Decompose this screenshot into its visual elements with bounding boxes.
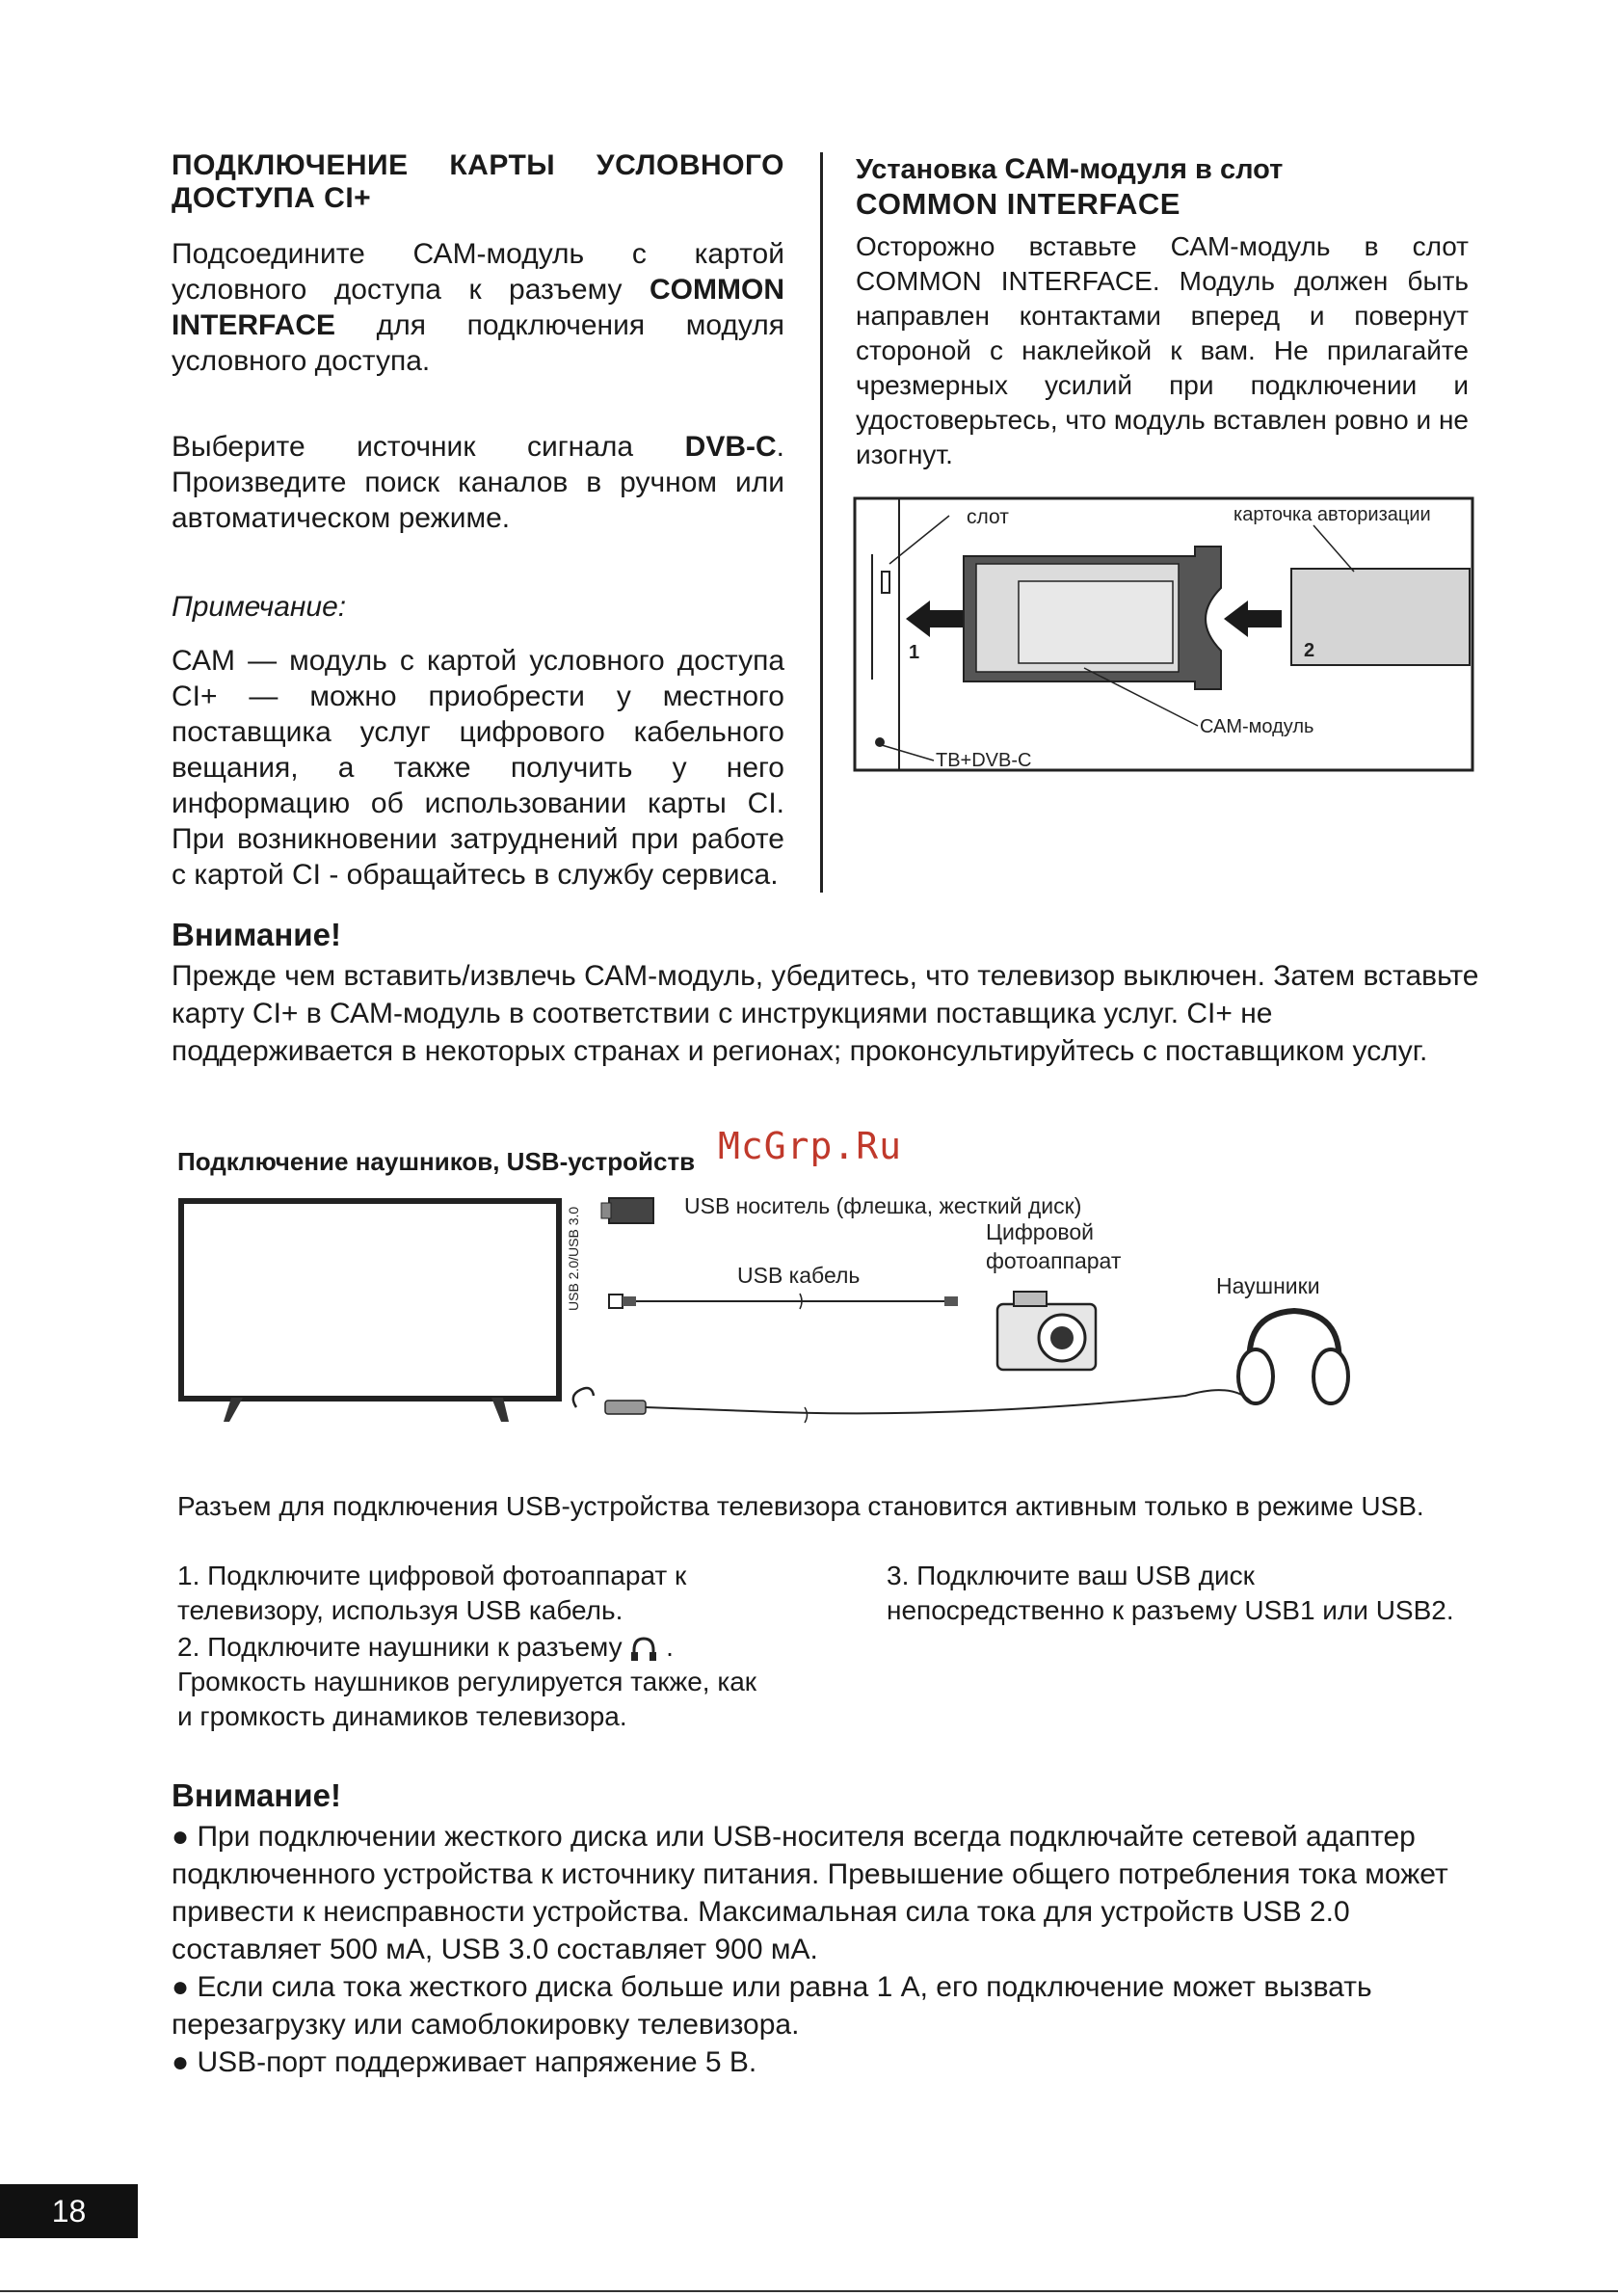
- ci-section-heading: ПОДКЛЮЧЕНИЕ КАРТЫ УСЛОВНОГО ДОСТУПА CI+: [172, 149, 784, 214]
- page-bottom-edge: [0, 2290, 1618, 2292]
- source-text-b: DVB-C: [684, 431, 777, 463]
- usb-cable-label: USB кабель: [737, 1263, 861, 1288]
- usb-cable-plug-a-body: [623, 1296, 636, 1306]
- usb-flash-plug: [601, 1203, 611, 1218]
- camera-lens-inner: [1050, 1326, 1074, 1349]
- ci-connect-text-c: для подключения модуля условного доступа.: [172, 309, 784, 377]
- slot-opening: [882, 572, 889, 593]
- headphones-label: Наушники: [1216, 1273, 1320, 1298]
- warning-2-heading: Внимание!: [172, 1777, 341, 1813]
- usb-step-2-a: 2. Подключите наушники к разъему: [177, 1632, 623, 1662]
- source-text-c: . Произведите поиск каналов в ручном или автоматическом режиме.: [172, 431, 784, 534]
- warning-2-bullet-3: ● USB-порт поддерживает напряжение 5 В.: [172, 2046, 757, 2078]
- headphone-jack-icon: [573, 1388, 594, 1407]
- authorization-card: [1291, 569, 1470, 665]
- usb-intro-text: Разъем для подключения USB-устройства телевизора становится активным только в режиме USB.: [177, 1491, 1424, 1521]
- headphone-cable: [646, 1390, 1253, 1413]
- source-select-paragraph: [172, 429, 784, 536]
- tv-screen: [181, 1201, 559, 1399]
- warning-1-text: Прежде чем вставить/извлечь САМ-модуль, убедитесь, что телевизор выключен. Затем вставьте карту CI+ в САМ-модуль в соответствии с инструкциями поставщика услуг. CI+ не поддерживается в некоторых странах и регионах; проконсультируйтесь с поставщиком услуг.: [172, 960, 1479, 1067]
- ci-connect-text-b: COMMON INTERFACE: [172, 274, 784, 341]
- usb-flash-icon: [609, 1198, 653, 1223]
- note-label: Примечание:: [172, 591, 347, 623]
- warning-2-body: [172, 1818, 1487, 2081]
- note-text: САМ — модуль с картой условного доступа CI+ — можно приобрести у местного поставщика услуг цифрового кабельного вещания, а также получить у него информацию об использовании карты CI. При возникновении затруднений при работе с картой CI - обращайтесь в службу сервиса.: [172, 645, 784, 891]
- slot-label: слот: [967, 506, 1009, 528]
- headphone-jack-icon: [629, 1636, 658, 1663]
- watermark-text: McGrp.Ru: [718, 1125, 903, 1167]
- camera-label-2: фотоаппарат: [986, 1248, 1122, 1273]
- usb-cable-plug-b: [944, 1296, 958, 1306]
- module-label: САМ-модуль: [1200, 716, 1314, 737]
- cam-heading-b: САМ-модуля: [1004, 153, 1187, 185]
- warning-1-heading: Внимание!: [172, 917, 341, 952]
- headphones-right-cup: [1313, 1349, 1348, 1403]
- cam-heading-a: Установка: [856, 154, 1005, 185]
- warning-2-bullet-2: ● Если сила тока жесткого диска больше или равна 1 А, его подключение может вызвать перезагрузку или самоблокировку телевизора.: [172, 1971, 1372, 2041]
- cam-module-diagram: [853, 496, 1474, 772]
- cam-heading-d: COMMON INTERFACE: [856, 187, 1180, 221]
- camera-label-1: Цифровой: [986, 1219, 1094, 1244]
- source-text-a: Выберите источник сигнала: [172, 431, 685, 463]
- usb-step-2-c: Громкость наушников регулируется также, как и громкость динамиков телевизора.: [177, 1667, 757, 1731]
- usb-connection-diagram: [173, 1184, 1465, 1425]
- usb-step-3: 3. Подключите ваш USB диск непосредственно к разъему USB1 или USB2.: [887, 1561, 1454, 1625]
- column-divider: [820, 152, 823, 893]
- step-1-label: 1: [909, 642, 920, 663]
- usb-cable-plug-a: [609, 1295, 623, 1308]
- usb-storage-label: USB носитель (флешка, жесткий диск): [684, 1193, 1082, 1218]
- usb-port-label: USB 2.0/USB 3.0: [566, 1206, 581, 1311]
- headphone-plug: [605, 1401, 646, 1414]
- cam-install-text: Осторожно вставьте САМ-модуль в слот COMMON INTERFACE. Модуль должен быть направлен контактами вперед и повернут стороной с наклейкой к вам. Не прилагайте чрезмерных усилий при подключении и удостоверьтесь, что модуль вставлен ровно и не изогнут.: [856, 231, 1469, 469]
- cam-heading-c: в слот: [1187, 154, 1284, 185]
- card-label: карточка авторизации: [1233, 504, 1431, 525]
- step-2-label: 2: [1304, 640, 1315, 661]
- usb-step-2: [177, 1630, 775, 1734]
- usb-step-2-b: .: [666, 1632, 674, 1662]
- headphone-cable-break: [805, 1407, 808, 1423]
- cam-module-label: [1019, 581, 1173, 663]
- ci-connect-text-a: Подсоедините САМ-модуль с картой условного доступа к разъему: [172, 238, 784, 306]
- cam-install-heading: [856, 152, 1472, 223]
- usb-step-1: 1. Подключите цифровой фотоаппарат к телевизору, используя USB кабель.: [177, 1561, 687, 1625]
- warning-2-bullet-1: ● При подключении жесткого диска или USB-носителя всегда подключайте сетевой адаптер подключенного устройства к источнику питания. Превышение общего потребления тока может привести к неисправности устройства. Максимальная сила тока для устройств USB 2.0 составляет 500 мА, USB 3.0 составляет 900 мА.: [172, 1821, 1448, 1965]
- page-number: 18: [0, 2184, 138, 2238]
- usb-section-heading: Подключение наушников, USB-устройств: [177, 1147, 696, 1176]
- ci-connect-paragraph: [172, 236, 784, 379]
- camera-viewfinder: [1014, 1292, 1047, 1306]
- tv-label: ТВ+DVB-C: [936, 750, 1032, 771]
